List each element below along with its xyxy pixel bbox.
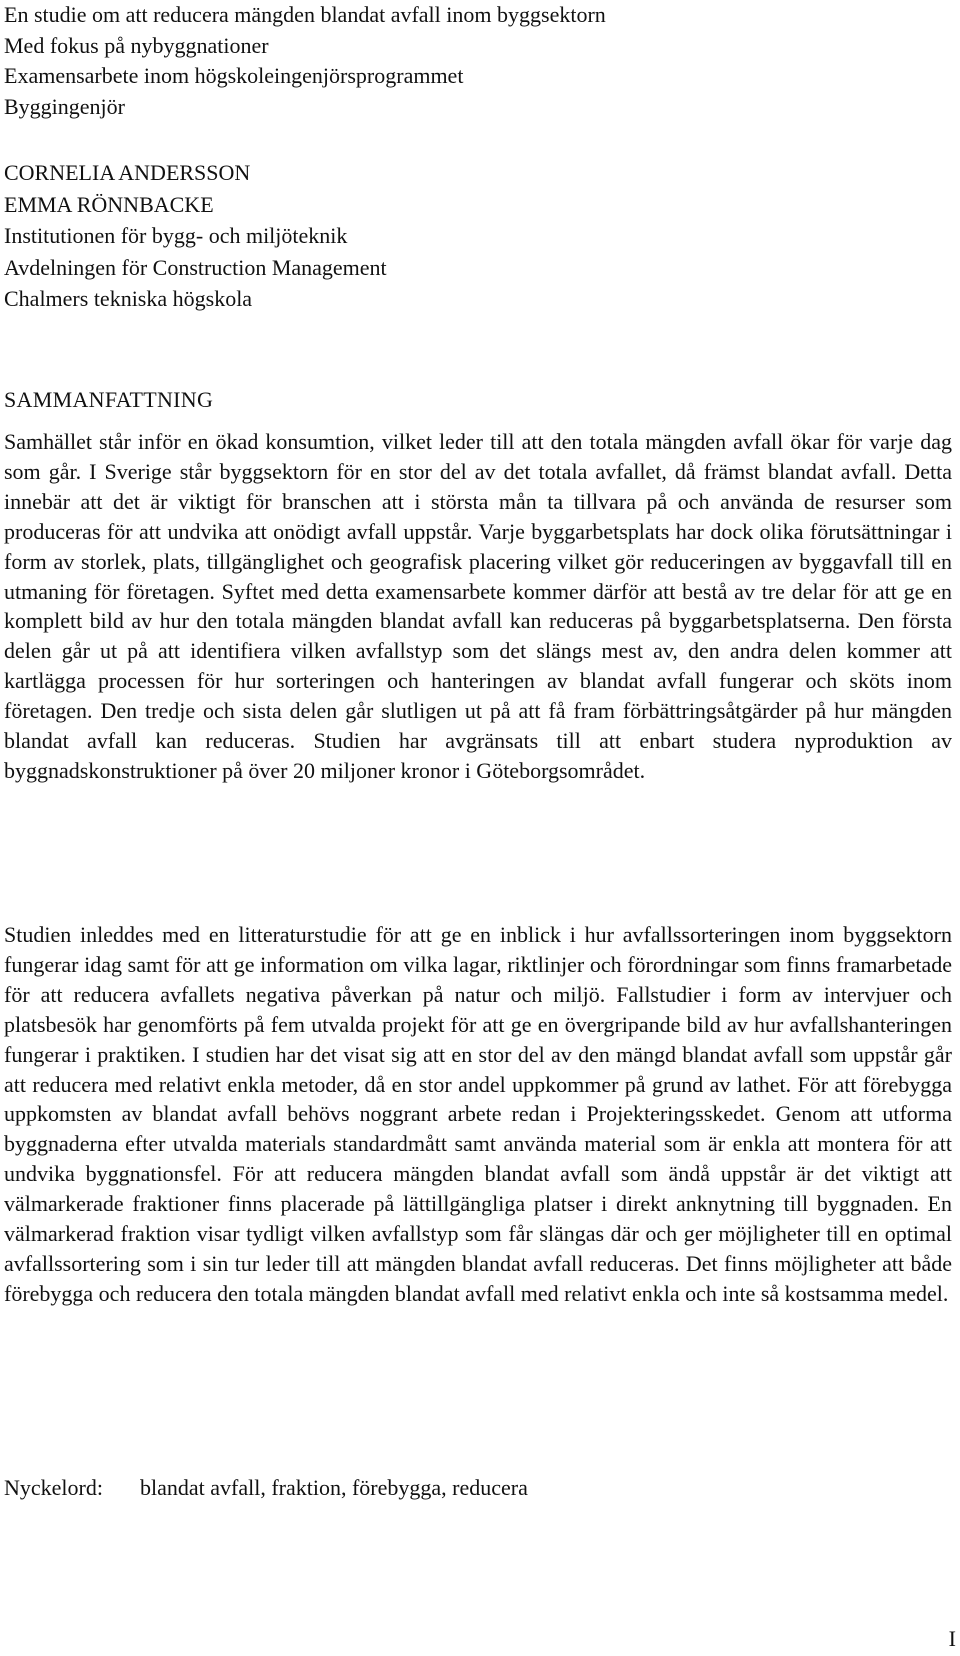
abstract-paragraph: Samhället står inför en ökad konsumtion, vilket leder till att den totala mängden avfall ökar för varje dag som går. I Sverige står byggsektorn för en stor del av det totala avfallet, då främst blandat avfall. Detta innebär att det är viktigt för branschen att i största mån ta tillvara på och använda de resurser som produceras för att undvika att onödigt avfall uppstår. Varje byggarbetsplats har dock olika förutsättningar i form av storlek, plats, tillgänglighet och geografisk placering vilket gör reduceringen av byggavfall till en utmaning för företagen. Syftet med detta examensarbete kommer därför att bestå av tre delar för att ge en komplett bild av hur den totala mängden blandat avfall kan reduceras på byggarbetsplatserna. Den första delen går ut på att identifiera vilken avfallstyp som det slängs mest av, den andra delen kommer att kartlägga processen för hur sorteringen och hanteringen av blandat avfall fungerar och sköts inom företagen. Den tredje och sista delen går slutligen ut på att få fram förbättringsåtgärder på hur mängden blandat avfall kan reduceras. Studien har avgränsats till att enbart studera nyproduktion av byggnadskonstruktioner på över 20 miljoner kronor i Göteborgsområdet. [4,429,952,783]
abstract-paragraph: Studien inleddes med en litteraturstudie för att ge en inblick i hur avfallssorteringen inom byggsektorn fungerar idag samt för att ge information om vilka lagar, riktlinjer och förordningar som finns framarbetade för att reducera avfallets negativa påverkan på natur och miljö. Fallstudier i form av intervjuer och platsbesök har genomförts på fem utvalda projekt för att ge en övergripande bild av hur avfallshanteringen fungerar i praktiken. I studien har det visat sig att en stor del av den mängd blandat avfall som uppstår går att reducera med relativt enkla metoder, då en stor andel uppkommer på grund av lathet. För att förebygga uppkomsten av blandat avfall behövs noggrant arbete redan i Projekteringsskedet. Genom att utforma byggnaderna efter utvalda materials standardmått samt använda material som är enkla att montera för att undvika byggnationsfel. För att reducera mängden blandat avfall som ändå uppstår är det viktigt att välmarkerade fraktioner finns placerade på lättillgängliga platser i direkt anknytning till byggnaden. En välmarkerad fraktion visar tydligt vilken avfallstyp som får slängas där och ger möjligheter till en optimal avfallssortering som i sin tur leder till att mängden blandat avfall reduceras. Det finns möjligheter att både förebygga och reducera den totala mängden blandat avfall med relativt enkla och inte så kostsamma medel. [4,922,952,1306]
department-name: Institutionen för bygg- och miljöteknik [4,223,348,248]
program-name: Byggingenjör [4,93,125,119]
keywords-line [4,1475,528,1501]
keywords-value: blandat avfall, fraktion, förebygga, reducera [140,1475,528,1500]
abstract-heading: SAMMANFATTNING [4,387,214,412]
thesis-title: En studie om att reducera mängden blandat avfall inom byggsektorn [4,2,606,27]
thesis-type: Examensarbete inom högskoleingenjörsprogrammet [4,63,464,88]
author-block [4,157,387,315]
page-number: I [948,1626,956,1651]
thesis-subtitle: Med fokus på nybyggnationer [4,32,269,58]
author-name: CORNELIA ANDERSSON [4,160,251,185]
keywords-label: Nyckelord: [4,1475,103,1500]
author-name: EMMA RÖNNBACKE [4,191,214,217]
university-name: Chalmers tekniska högskola [4,286,253,311]
division-name: Avdelningen för Construction Management [4,254,387,280]
title-block [4,0,606,122]
